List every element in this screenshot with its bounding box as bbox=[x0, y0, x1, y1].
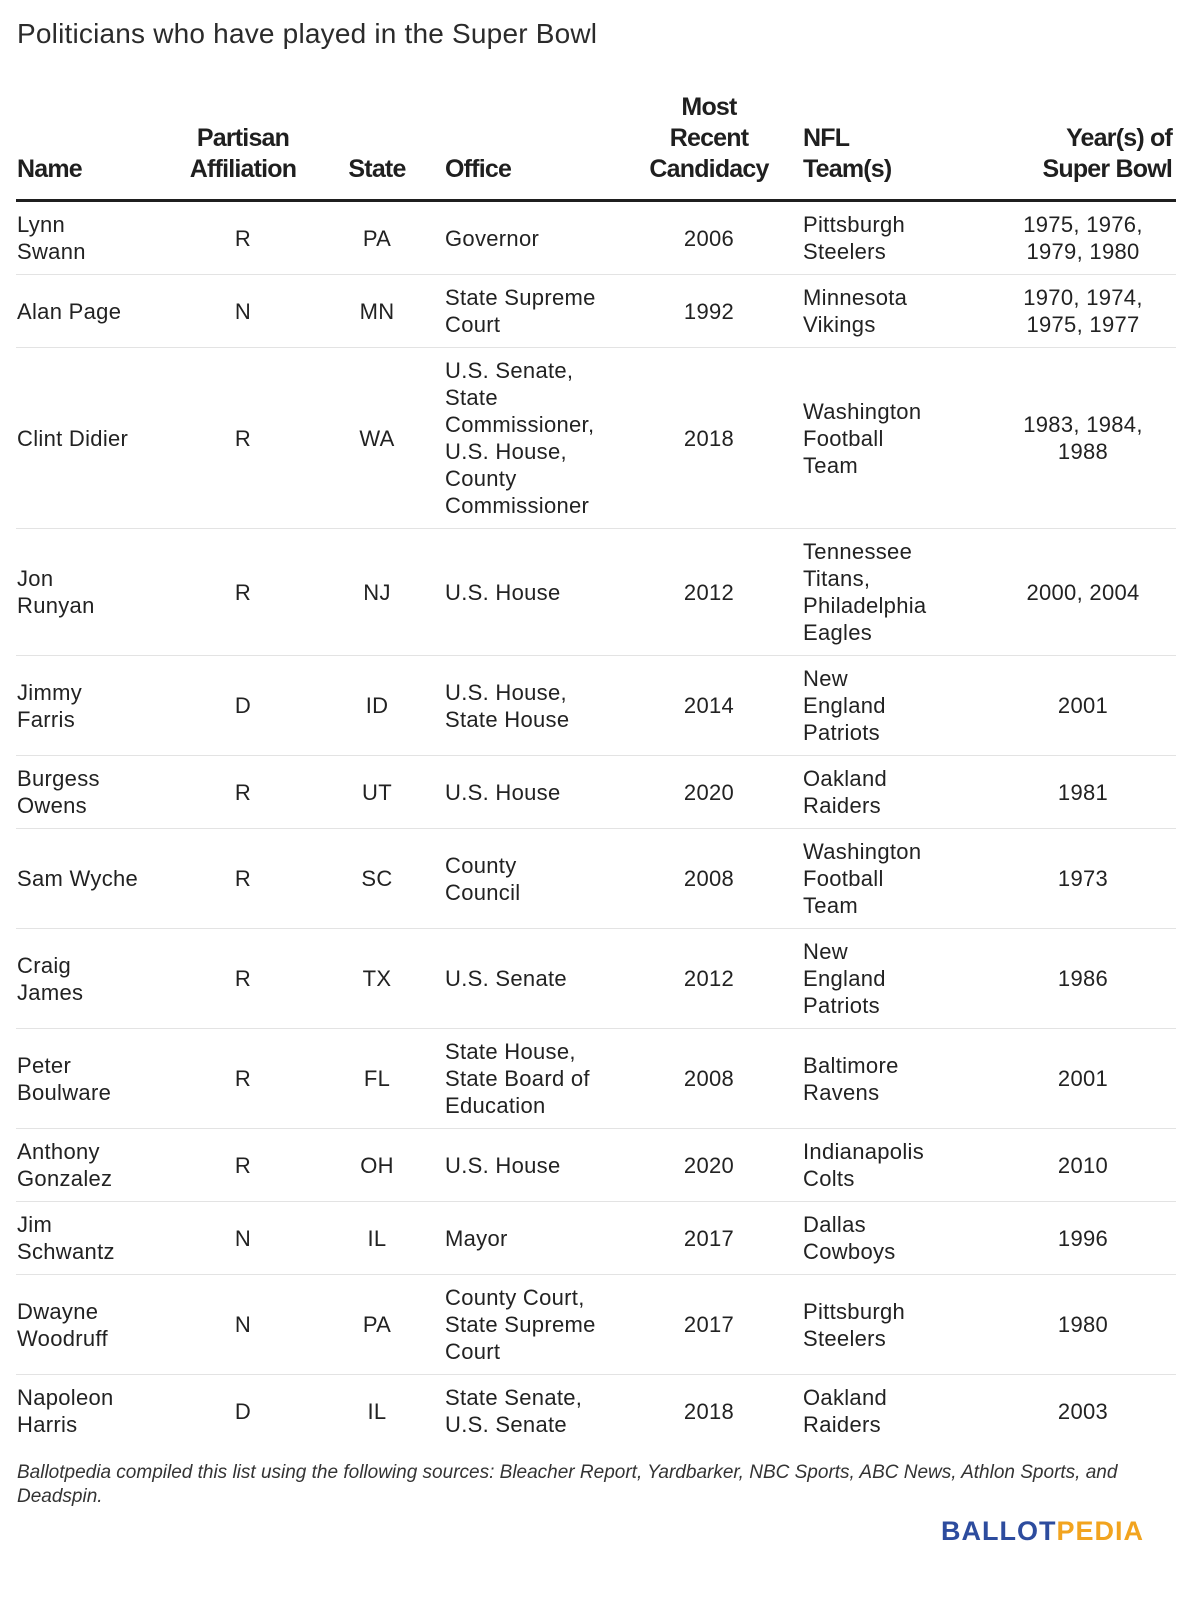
text-line: 1981 bbox=[1057, 779, 1109, 805]
text-line: Washington bbox=[803, 839, 922, 864]
text-line: Pittsburgh bbox=[803, 1298, 906, 1324]
text-line: Jim bbox=[17, 1212, 53, 1237]
cell-team bbox=[802, 656, 960, 756]
cell-recent: 2014 bbox=[616, 656, 802, 756]
cell-recent: 2018 bbox=[683, 1398, 735, 1424]
cell-recent: 2017 bbox=[616, 1275, 802, 1375]
cell-team bbox=[802, 1129, 960, 1202]
cell-party: R bbox=[176, 929, 310, 1029]
text-line: State House, bbox=[445, 1039, 576, 1064]
cell-team bbox=[802, 201, 960, 275]
cell-party: R bbox=[176, 756, 310, 829]
text-line: 1970, 1974, bbox=[1023, 285, 1143, 310]
logo-part-pedia: PEDIA bbox=[1056, 1516, 1144, 1546]
cell-years bbox=[960, 1202, 1176, 1275]
text-line: Council bbox=[445, 879, 521, 905]
table-row bbox=[16, 829, 1176, 929]
text-line: Ravens bbox=[803, 1079, 880, 1105]
text-line: 1973 bbox=[1057, 866, 1109, 891]
text-line: 2003 bbox=[1057, 1398, 1109, 1424]
cell-party: N bbox=[176, 1275, 310, 1375]
text-line: U.S. House, bbox=[445, 439, 567, 464]
text-line: Minnesota bbox=[803, 285, 908, 310]
table-row bbox=[16, 275, 1176, 348]
cell-years bbox=[960, 529, 1176, 656]
text-line: Name bbox=[17, 155, 82, 183]
text-line: Patriots bbox=[803, 993, 880, 1018]
text-line: County bbox=[445, 852, 517, 878]
text-line: Colts bbox=[803, 1166, 855, 1191]
text-line: Indianapolis bbox=[803, 1139, 925, 1164]
text-line: Dallas bbox=[803, 1212, 866, 1237]
table-row bbox=[16, 929, 1176, 1029]
cell-office bbox=[444, 1375, 616, 1448]
text-line: 2000, 2004 bbox=[1026, 579, 1140, 605]
cell-state: UT bbox=[310, 756, 444, 829]
text-line: Philadelphia bbox=[803, 593, 927, 618]
header-team bbox=[802, 92, 960, 201]
politicians-table bbox=[16, 92, 1176, 1447]
text-line: State Supreme bbox=[445, 285, 596, 310]
header-office bbox=[444, 92, 616, 201]
cell-name bbox=[16, 1029, 176, 1129]
text-line: Swann bbox=[17, 239, 86, 264]
text-line: Tennessee bbox=[803, 539, 913, 564]
text-line: Boulware bbox=[17, 1079, 112, 1105]
cell-team bbox=[802, 275, 960, 348]
text-line: 1996 bbox=[1057, 1225, 1109, 1251]
table-row bbox=[16, 1202, 1176, 1275]
text-line: Owens bbox=[17, 793, 87, 818]
cell-name bbox=[16, 1129, 176, 1202]
cell-years bbox=[960, 1375, 1176, 1448]
text-line: Football bbox=[803, 866, 884, 891]
text-line: Eagles bbox=[803, 620, 873, 645]
logo-part-ballot: BALLOT bbox=[940, 1516, 1057, 1546]
cell-team bbox=[802, 756, 960, 829]
text-line: State Supreme bbox=[445, 1312, 596, 1337]
text-line: Gonzalez bbox=[17, 1166, 113, 1191]
cell-team bbox=[802, 348, 960, 529]
cell-years bbox=[960, 201, 1176, 275]
cell-years bbox=[960, 929, 1176, 1029]
text-line: U.S. Senate bbox=[445, 966, 567, 991]
text-line: County Court, bbox=[445, 1285, 585, 1310]
text-line: Patriots bbox=[803, 720, 880, 745]
cell-recent: 2008 bbox=[616, 1029, 802, 1129]
text-line: England bbox=[803, 966, 886, 991]
cell-years bbox=[960, 1029, 1176, 1129]
cell-years bbox=[960, 1129, 1176, 1202]
header-party bbox=[176, 92, 310, 201]
text-line: Mayor bbox=[445, 1225, 508, 1251]
cell-years bbox=[960, 656, 1176, 756]
cell-team bbox=[802, 1375, 960, 1448]
table-row bbox=[16, 348, 1176, 529]
text-line: Anthony bbox=[17, 1139, 100, 1164]
text-line: Vikings bbox=[803, 312, 876, 337]
text-line: 2001 bbox=[1057, 693, 1109, 718]
text-line: 2010 bbox=[1057, 1152, 1109, 1178]
text-line: Office bbox=[445, 155, 512, 183]
text-line: Recent bbox=[669, 124, 749, 152]
cell-name bbox=[16, 1275, 176, 1375]
sources-footnote: Ballotpedia compiled this list using the following sources: Bleacher Report, Yardbarker, NBC Sports, ABC News, Athlon Sports, and Deadspin. bbox=[17, 1462, 1118, 1507]
text-line: State bbox=[348, 155, 406, 183]
text-line: England bbox=[803, 693, 886, 718]
text-line: Titans, bbox=[803, 566, 871, 591]
text-line: Court bbox=[445, 312, 501, 337]
text-line: Jimmy bbox=[17, 679, 83, 705]
cell-state: MN bbox=[310, 275, 444, 348]
cell-recent: 2008 bbox=[616, 829, 802, 929]
cell-years bbox=[960, 756, 1176, 829]
text-line: Runyan bbox=[17, 593, 95, 618]
text-line: Cowboys bbox=[803, 1239, 896, 1264]
text-line: 1988 bbox=[1057, 439, 1109, 464]
text-line: Governor bbox=[445, 225, 540, 251]
text-line: Dwayne bbox=[17, 1298, 99, 1324]
cell-state: SC bbox=[310, 829, 444, 929]
text-line: Team bbox=[803, 452, 858, 478]
table-row bbox=[16, 756, 1176, 829]
text-line: New bbox=[803, 939, 848, 964]
cell-party: R bbox=[176, 829, 310, 929]
cell-office bbox=[444, 275, 616, 348]
cell-recent: 2012 bbox=[616, 529, 802, 656]
text-line: Oakland bbox=[803, 766, 888, 791]
text-line: Raiders bbox=[803, 793, 881, 818]
text-line: Harris bbox=[17, 1412, 78, 1437]
cell-office bbox=[444, 201, 616, 275]
cell-state: TX bbox=[310, 929, 444, 1029]
text-line: Football bbox=[803, 425, 884, 451]
cell-office bbox=[444, 1275, 616, 1375]
cell-recent: 2006 bbox=[616, 201, 802, 275]
table-row bbox=[16, 1375, 1176, 1448]
header-recent bbox=[616, 92, 802, 201]
page-title: Politicians who have played in the Super Bowl bbox=[17, 18, 598, 49]
cell-recent: 1992 bbox=[616, 275, 802, 348]
text-line: Court bbox=[445, 1339, 501, 1364]
text-line: 1980 bbox=[1057, 1312, 1109, 1337]
cell-office bbox=[444, 529, 616, 656]
text-line: Napoleon bbox=[17, 1385, 114, 1410]
cell-party: R bbox=[176, 529, 310, 656]
text-line: Year(s) of bbox=[1066, 124, 1172, 152]
text-line: State Senate, bbox=[445, 1385, 583, 1410]
text-line: Farris bbox=[17, 706, 76, 732]
text-line: County bbox=[445, 466, 517, 491]
text-line: State Board of bbox=[445, 1066, 590, 1091]
text-line: Sam Wyche bbox=[17, 866, 139, 891]
ballotpedia-logo bbox=[941, 1516, 1144, 1547]
cell-recent: 2012 bbox=[616, 929, 802, 1029]
table-row bbox=[16, 529, 1176, 656]
cell-party: R bbox=[176, 1029, 310, 1129]
text-line: Woodruff bbox=[17, 1325, 108, 1351]
text-line: Education bbox=[445, 1093, 546, 1118]
cell-team bbox=[802, 929, 960, 1029]
cell-party: D bbox=[176, 656, 310, 756]
text-line: Super Bowl bbox=[1042, 155, 1172, 183]
text-line: U.S. House bbox=[445, 579, 561, 605]
text-line: U.S. House bbox=[445, 1152, 561, 1178]
cell-office bbox=[444, 1029, 616, 1129]
table-row bbox=[16, 656, 1176, 756]
text-line: Team(s) bbox=[803, 155, 892, 183]
cell-team bbox=[802, 1202, 960, 1275]
cell-party: R bbox=[176, 348, 310, 529]
text-line: Burgess bbox=[17, 766, 100, 791]
cell-name bbox=[16, 1375, 176, 1448]
text-line: Pittsburgh bbox=[803, 212, 906, 237]
text-line: Affiliation bbox=[189, 155, 297, 183]
cell-party: R bbox=[176, 201, 310, 275]
cell-office bbox=[444, 656, 616, 756]
text-line: Most bbox=[681, 93, 737, 121]
cell-state: FL bbox=[310, 1029, 444, 1129]
text-line: 1975, 1976, bbox=[1023, 212, 1143, 237]
cell-state: ID bbox=[310, 656, 444, 756]
cell-name bbox=[16, 829, 176, 929]
table-body bbox=[16, 201, 1176, 1448]
cell-name bbox=[16, 756, 176, 829]
cell-party: N bbox=[176, 275, 310, 348]
text-line: NFL bbox=[803, 124, 850, 152]
cell-name bbox=[16, 656, 176, 756]
cell-team bbox=[802, 1275, 960, 1375]
cell-recent: 2018 bbox=[616, 348, 802, 529]
text-line: Team bbox=[803, 893, 858, 918]
text-line: State bbox=[445, 385, 498, 410]
cell-office bbox=[444, 1129, 616, 1202]
cell-party: R bbox=[176, 1129, 310, 1202]
cell-state: WA bbox=[310, 348, 444, 529]
text-line: State House bbox=[445, 706, 570, 732]
cell-office bbox=[444, 929, 616, 1029]
cell-office bbox=[444, 348, 616, 529]
text-line: Peter bbox=[17, 1052, 72, 1078]
text-line: U.S. Senate, bbox=[445, 358, 574, 383]
header-years bbox=[960, 92, 1176, 201]
text-line: 1986 bbox=[1057, 966, 1109, 991]
cell-name bbox=[16, 275, 176, 348]
text-line: 1979, 1980 bbox=[1026, 239, 1140, 264]
text-line: Commissioner bbox=[445, 493, 590, 518]
cell-years bbox=[960, 1275, 1176, 1375]
cell-state: PA bbox=[310, 201, 444, 275]
text-line: Oakland bbox=[803, 1385, 888, 1410]
header-state bbox=[310, 92, 444, 201]
cell-team bbox=[802, 1029, 960, 1129]
cell-team bbox=[802, 529, 960, 656]
cell-office bbox=[444, 829, 616, 929]
cell-recent: 2020 bbox=[616, 1129, 802, 1202]
text-line: James bbox=[17, 979, 84, 1005]
text-line: Raiders bbox=[803, 1412, 881, 1437]
cell-party: D bbox=[234, 1398, 252, 1424]
text-line: Clint Didier bbox=[17, 425, 129, 451]
cell-name bbox=[16, 1202, 176, 1275]
header-row bbox=[16, 92, 1176, 201]
cell-state: NJ bbox=[310, 529, 444, 656]
text-line: Schwantz bbox=[17, 1239, 115, 1264]
text-line: Steelers bbox=[803, 239, 887, 264]
cell-party: N bbox=[176, 1202, 310, 1275]
cell-years bbox=[960, 348, 1176, 529]
text-line: Baltimore bbox=[803, 1052, 899, 1078]
text-line: 2001 bbox=[1057, 1066, 1109, 1091]
table-row bbox=[16, 201, 1176, 275]
cell-recent: 2020 bbox=[616, 756, 802, 829]
text-line: Candidacy bbox=[649, 155, 769, 183]
cell-state: OH bbox=[310, 1129, 444, 1202]
cell-years bbox=[960, 275, 1176, 348]
text-line: Jon bbox=[17, 566, 54, 591]
cell-office bbox=[444, 756, 616, 829]
cell-team bbox=[802, 829, 960, 929]
text-line: New bbox=[803, 666, 848, 691]
header-name bbox=[16, 92, 176, 201]
text-line: Lynn bbox=[17, 212, 66, 237]
text-line: U.S. Senate bbox=[445, 1412, 567, 1437]
cell-office bbox=[444, 1202, 616, 1275]
table-row bbox=[16, 1129, 1176, 1202]
text-line: Craig bbox=[17, 952, 72, 978]
text-line: Steelers bbox=[803, 1325, 887, 1351]
text-line: Washington bbox=[803, 398, 922, 424]
cell-name bbox=[16, 201, 176, 275]
cell-name bbox=[16, 929, 176, 1029]
text-line: 1975, 1977 bbox=[1026, 312, 1140, 337]
text-line: Commissioner, bbox=[445, 412, 595, 437]
table-row bbox=[16, 1275, 1176, 1375]
text-line: Alan Page bbox=[17, 298, 122, 324]
cell-recent: 2017 bbox=[616, 1202, 802, 1275]
text-line: U.S. House bbox=[445, 779, 561, 805]
text-line: 1983, 1984, bbox=[1023, 412, 1143, 437]
cell-name bbox=[16, 529, 176, 656]
cell-state: IL bbox=[367, 1398, 387, 1424]
cell-state: IL bbox=[310, 1202, 444, 1275]
table-row bbox=[16, 1029, 1176, 1129]
text-line: Partisan bbox=[196, 124, 290, 152]
cell-state: PA bbox=[310, 1275, 444, 1375]
cell-years bbox=[960, 829, 1176, 929]
text-line: U.S. House, bbox=[445, 679, 567, 705]
cell-name bbox=[16, 348, 176, 529]
